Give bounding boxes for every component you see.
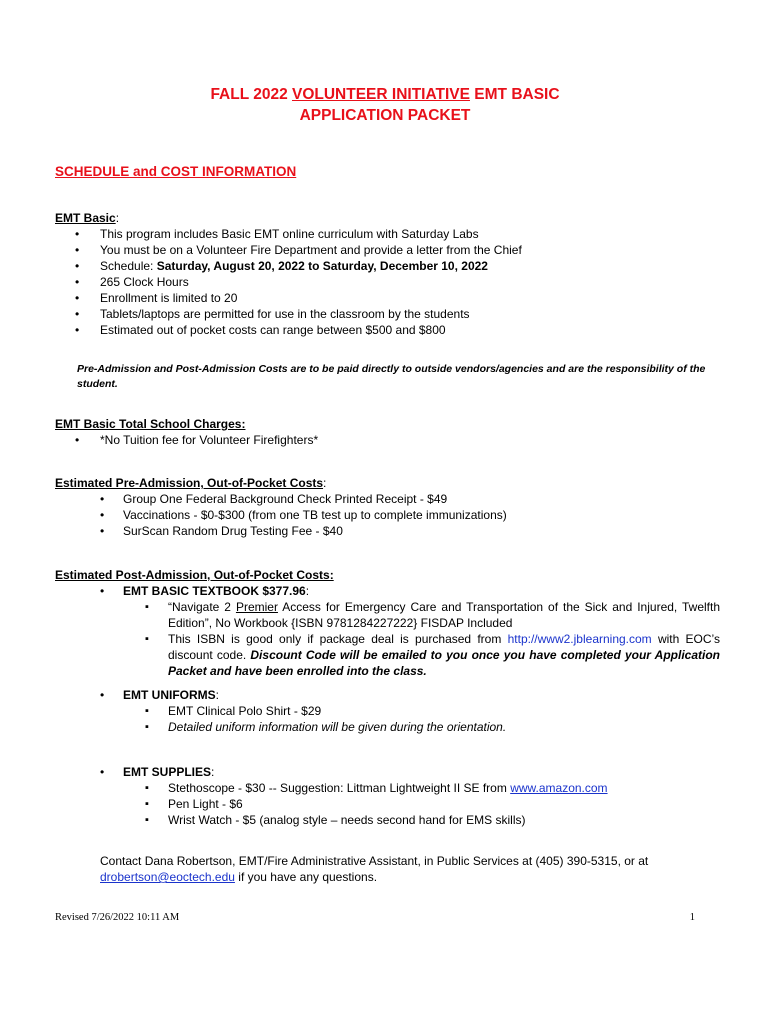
page-footer bbox=[55, 912, 695, 923]
list-item: • Tablets/laptops are permitted for use in the classroom by the students bbox=[55, 306, 720, 322]
list-item: ▪ Stethoscope - $30 -- Suggestion: Littman Lightweight II SE from www.amazon.com bbox=[55, 780, 720, 796]
list-item: ▪ “Navigate 2 Premier Access for Emergency Care and Transportation of the Sick and Injured, Twelfth Edition”, No Workbook {ISBN 9781284227222} FISDAP Included bbox=[55, 599, 720, 631]
emt-basic-heading: EMT Basic: bbox=[55, 211, 120, 225]
list-item-schedule: • Schedule: Saturday, August 20, 2022 to Saturday, December 10, 2022 bbox=[55, 258, 720, 274]
list-item: • Vaccinations - $0-$300 (from one TB test up to complete immunizations) bbox=[55, 507, 720, 523]
supplies-section bbox=[55, 764, 720, 828]
amazon-link[interactable]: www.amazon.com bbox=[510, 781, 608, 795]
list-item: ▪ This ISBN is good only if package deal is purchased from http://www2.jblearning.com with EOC’s discount code. Discount Code will be emailed to you once you have completed your Application Packet and have been enrolled into the class. bbox=[55, 631, 720, 679]
list-item: ▪ Detailed uniform information will be given during the orientation. bbox=[55, 719, 720, 735]
uniforms-item: • EMT UNIFORMS: bbox=[55, 687, 720, 703]
supplies-details bbox=[55, 780, 720, 828]
list-item: • SurScan Random Drug Testing Fee - $40 bbox=[55, 523, 720, 539]
list-item: • Enrollment is limited to 20 bbox=[55, 290, 720, 306]
list-item: • You must be on a Volunteer Fire Department and provide a letter from the Chief bbox=[55, 242, 720, 258]
section-heading: SCHEDULE and COST INFORMATION bbox=[55, 164, 297, 179]
textbook-details bbox=[55, 599, 720, 679]
uniforms-details bbox=[55, 703, 720, 735]
list-item: ▪ Pen Light - $6 bbox=[55, 796, 720, 812]
jblearning-link[interactable]: http://www2.jblearning.com bbox=[507, 632, 652, 646]
page-number: 1 bbox=[689, 912, 695, 923]
pre-admission-heading: Estimated Pre-Admission, Out-of-Pocket Costs: bbox=[55, 476, 327, 490]
title-underlined: VOLUNTEER INITIATIVE bbox=[292, 86, 470, 103]
list-item: ▪ Wrist Watch - $5 (analog style – needs second hand for EMS skills) bbox=[55, 812, 720, 828]
school-charges-section bbox=[55, 416, 720, 448]
emt-basic-list bbox=[55, 226, 720, 338]
post-admission-section bbox=[55, 567, 720, 679]
supplies-item: • EMT SUPPLIES: bbox=[55, 764, 720, 780]
pre-admission-list bbox=[55, 491, 720, 539]
cost-responsibility-note: Pre-Admission and Post-Admission Costs are to be paid directly to outside vendors/agencies and are the responsibility of the student. bbox=[77, 363, 706, 390]
revised-date: Revised 7/26/2022 10:11 AM bbox=[55, 912, 180, 923]
list-item: • 265 Clock Hours bbox=[55, 274, 720, 290]
school-charges-list bbox=[55, 432, 720, 448]
list-item: ▪ EMT Clinical Polo Shirt - $29 bbox=[55, 703, 720, 719]
document-title bbox=[0, 84, 770, 126]
email-link[interactable]: drobertson@eoctech.edu bbox=[100, 870, 235, 884]
list-item: • Estimated out of pocket costs can range between $500 and $800 bbox=[55, 322, 720, 338]
pre-admission-section bbox=[55, 475, 720, 539]
title-line-2: APPLICATION PACKET bbox=[299, 107, 471, 124]
post-admission-heading: Estimated Post-Admission, Out-of-Pocket Costs: bbox=[55, 568, 334, 582]
list-item: • *No Tuition fee for Volunteer Firefighters* bbox=[55, 432, 720, 448]
list-item: • This program includes Basic EMT online curriculum with Saturday Labs bbox=[55, 226, 720, 242]
uniforms-section bbox=[55, 687, 720, 735]
list-item: • Group One Federal Background Check Printed Receipt - $49 bbox=[55, 491, 720, 507]
textbook-item: • EMT BASIC TEXTBOOK $377.96: bbox=[55, 583, 720, 599]
school-charges-heading: EMT Basic Total School Charges: bbox=[55, 417, 246, 431]
emt-basic-section bbox=[55, 210, 720, 338]
contact-paragraph: Contact Dana Robertson, EMT/Fire Administrative Assistant, in Public Services at (405) 390-5315, or at drobertson@eoctech.edu if you have any questions. bbox=[100, 854, 649, 884]
title-line-1: FALL 2022 VOLUNTEER INITIATIVE EMT BASIC bbox=[210, 86, 560, 103]
